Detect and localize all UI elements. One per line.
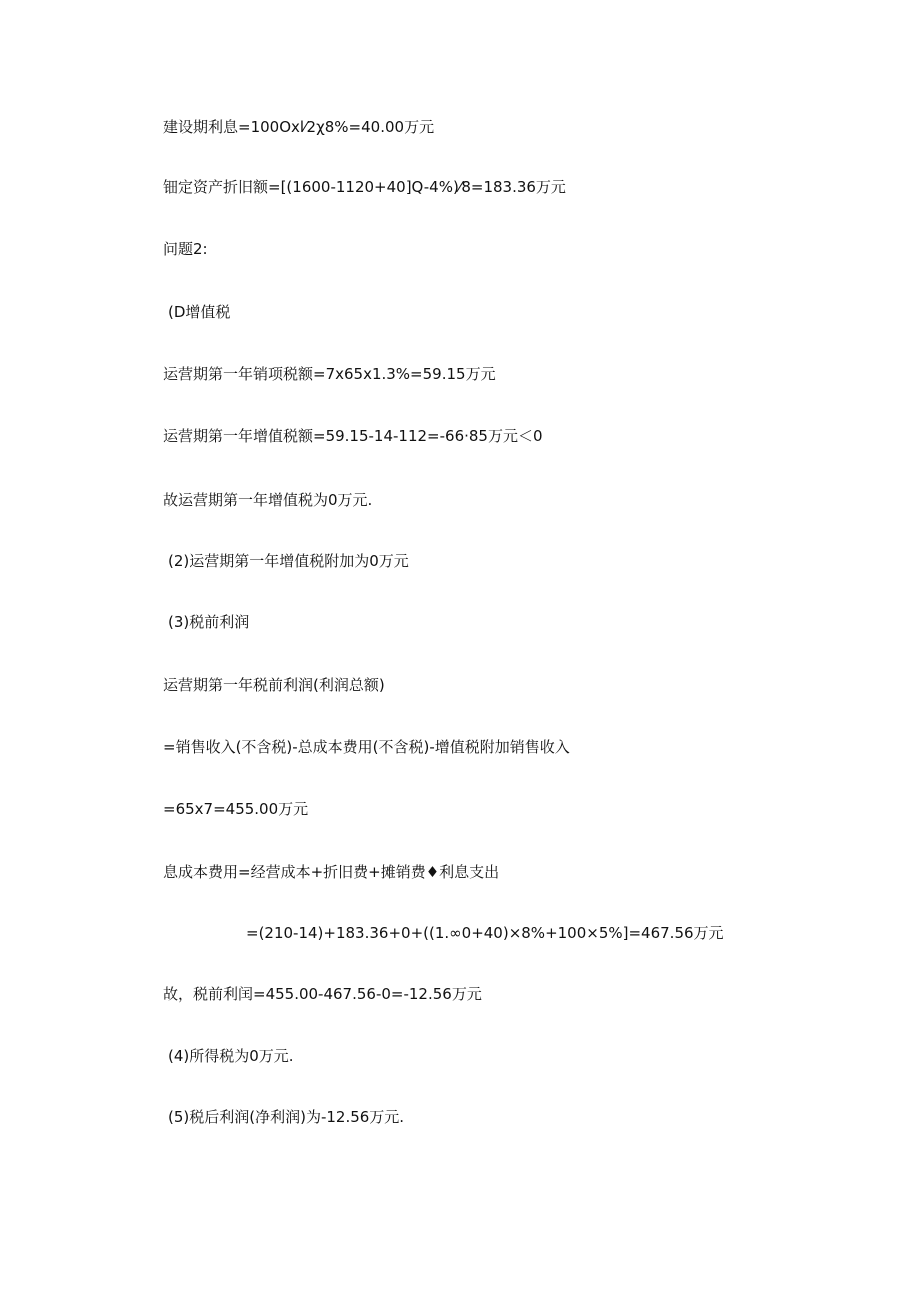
question-2-heading: 问题2:	[163, 240, 208, 258]
pretax-profit-title-line: 运营期第一年税前利润(利润总额)	[163, 676, 385, 694]
income-tax-line: (4)所得税为0万元.	[168, 1047, 294, 1065]
total-cost-value-line: =(210-14)+183.36+0+((1.∞0+40)×8%+100×5%]=467.56万元	[246, 924, 724, 942]
vat-conclusion-line: 故运营期第一年增值税为0万元.	[163, 491, 373, 509]
pretax-profit-subheading: (3)税前利润	[168, 613, 250, 631]
pretax-profit-formula-line: =销售收入(不含税)-总成本费用(不含税)-增值税附加销售收入	[163, 738, 570, 756]
net-profit-line: (5)税后利润(净利润)为-12.56万元.	[168, 1108, 405, 1126]
construction-interest-line: 建设期利息=100Oxl⁄2χ8%=40.00万元	[163, 118, 435, 136]
vat-subheading: (D增值税	[168, 303, 231, 321]
vat-amount-line: 运营期第一年增值税额=59.15-14-112=-66·85万元＜0	[163, 427, 543, 445]
fixed-asset-depreciation-line: 钿定资产折旧额=[(1600-1120+40]Q-4%)⁄8=183.36万元	[163, 178, 566, 196]
sales-revenue-line: =65x7=455.00万元	[163, 800, 309, 818]
total-cost-formula-line: 息成本费用=经营成本+折旧费+摊销费♦利息支出	[163, 863, 500, 881]
pretax-profit-result-line: 故，税前利闰=455.00-467.56-0=-12.56万元	[163, 985, 482, 1003]
vat-surcharge-line: (2)运营期第一年增值税附加为0万元	[168, 552, 409, 570]
output-tax-line: 运营期第一年销项税额=7x65x1.3%=59.15万元	[163, 365, 496, 383]
